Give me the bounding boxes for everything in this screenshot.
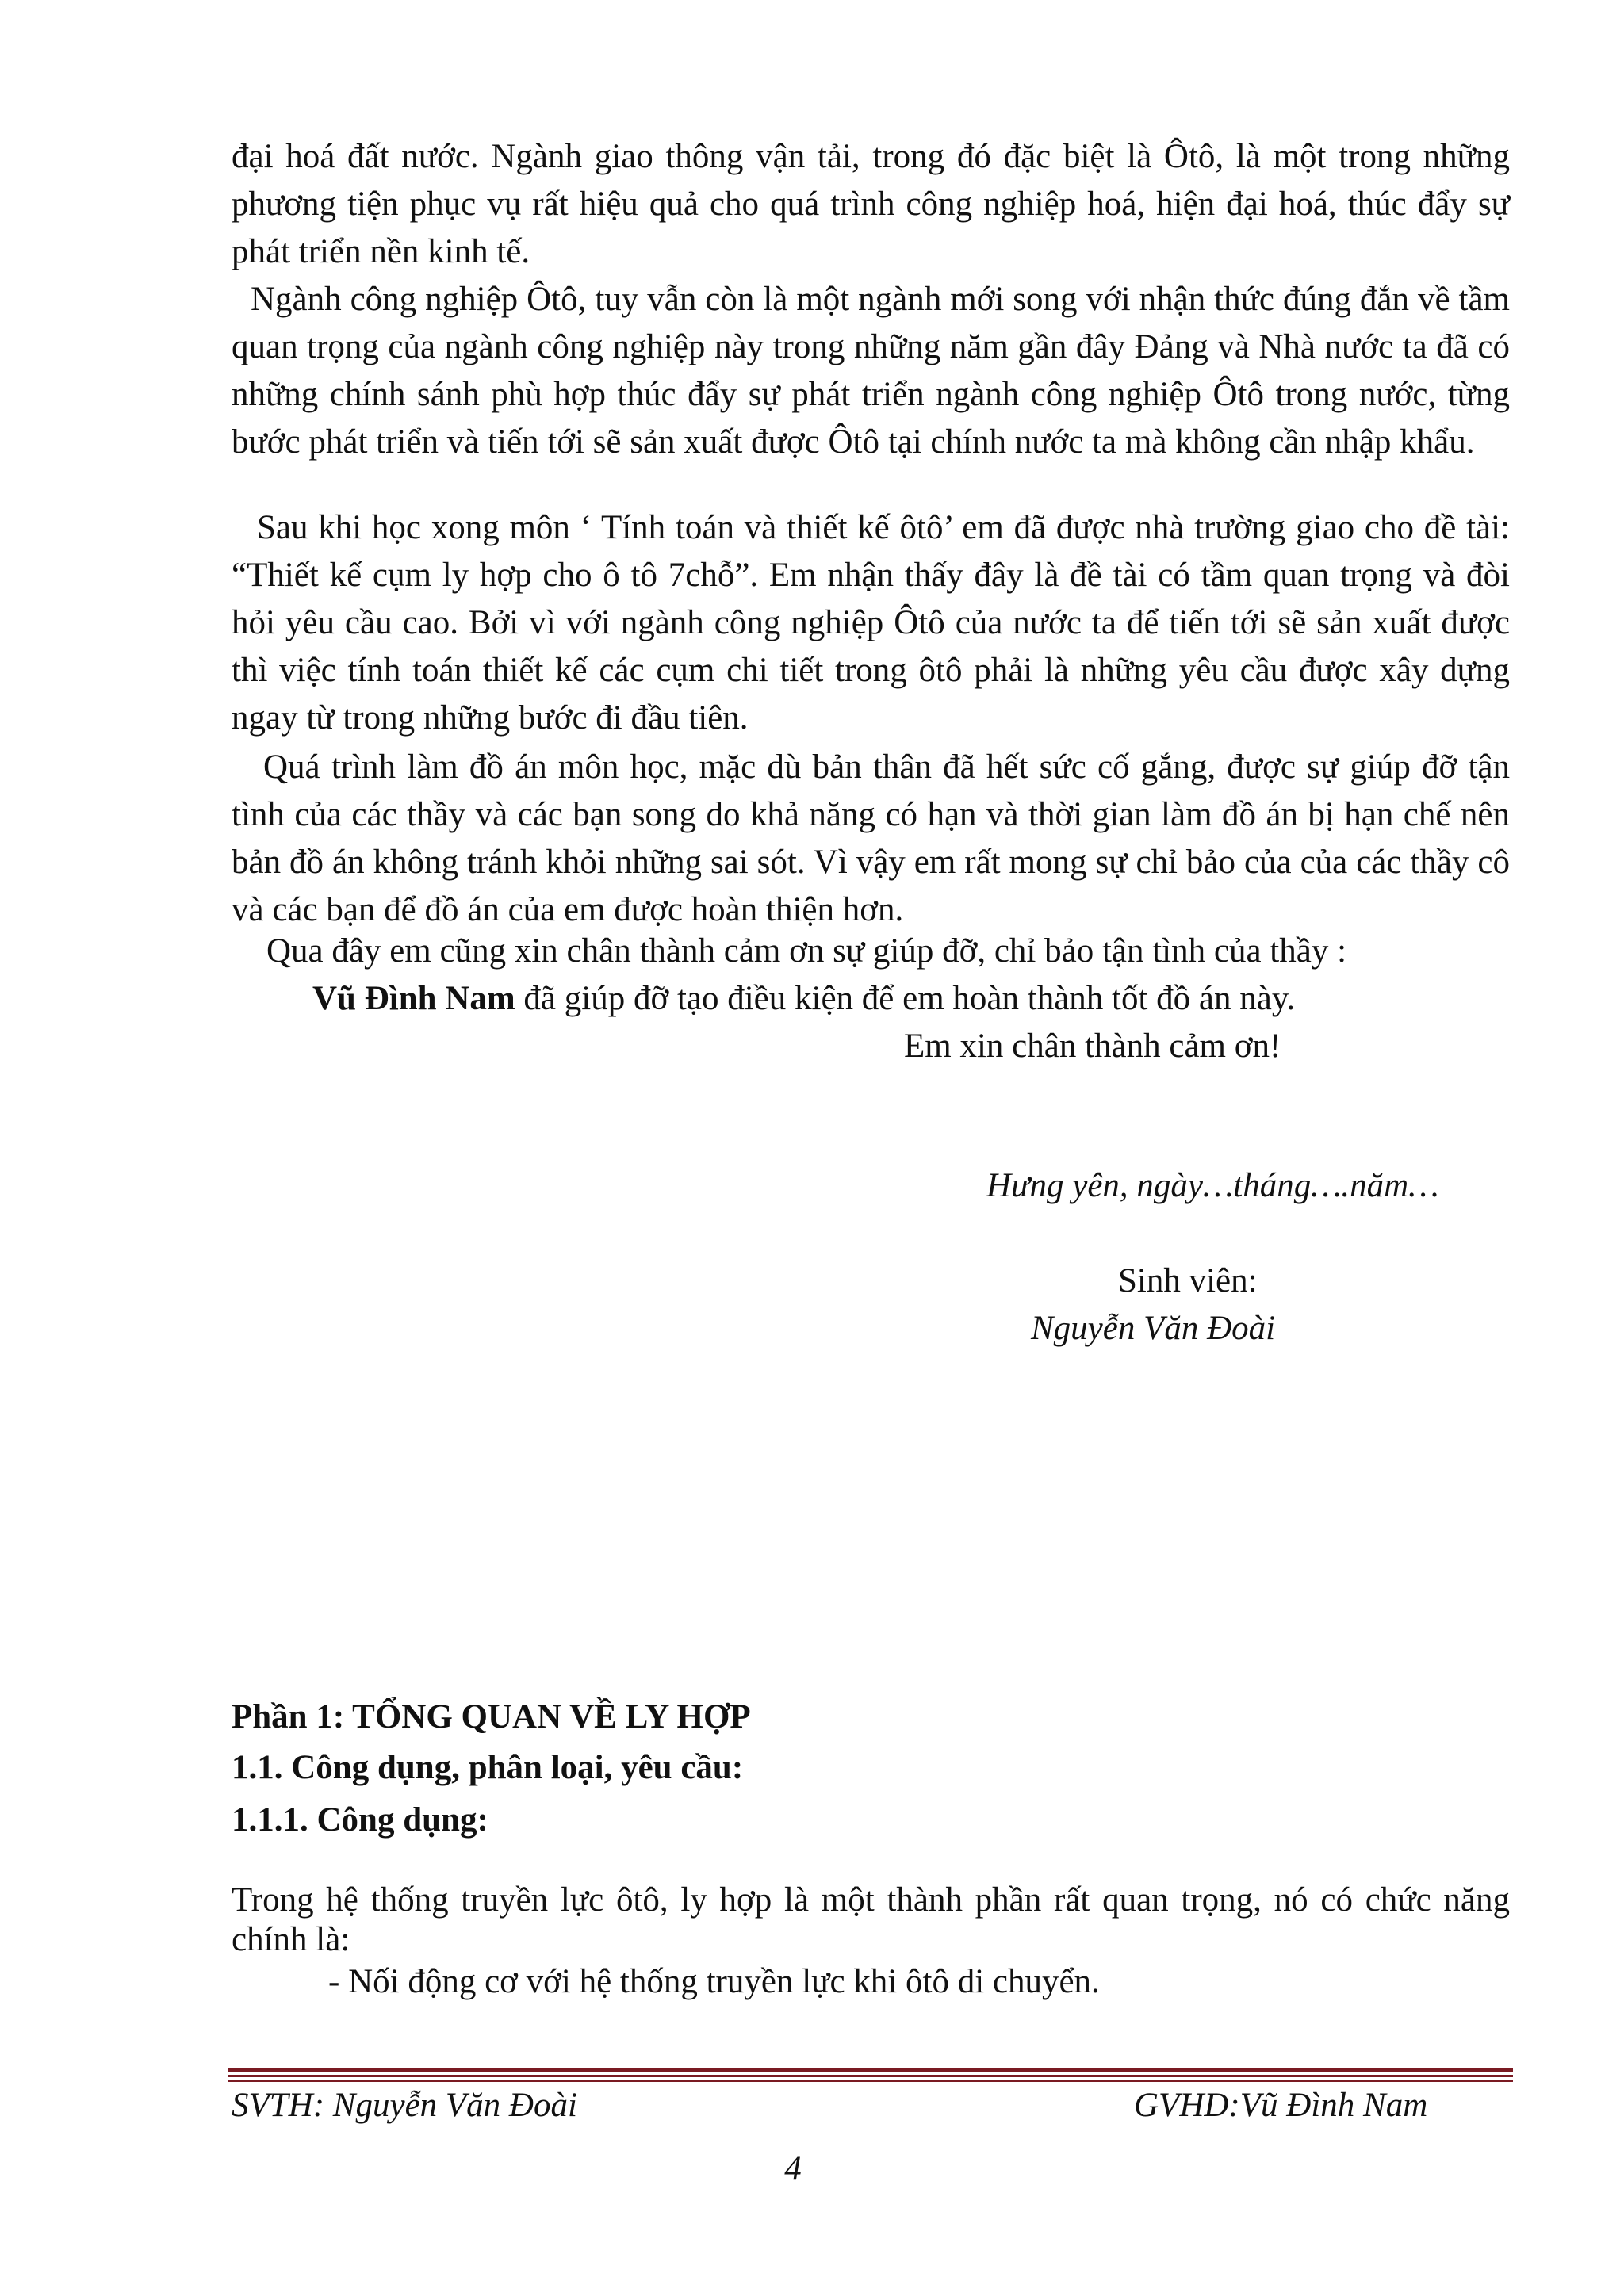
bullet-item: - Nối động cơ với hệ thống truyền lực khi ôtô di chuyển. (328, 1963, 1100, 2000)
part-heading: Phần 1: TỔNG QUAN VỀ LY HỢP (232, 1698, 751, 1735)
teacher-thanks-line (312, 975, 1295, 1023)
paragraph-1 (232, 133, 1510, 276)
teacher-thanks-text: đã giúp đỡ tạo điều kiện để em hoàn thành tốt đồ án này. (515, 980, 1296, 1017)
date-line: Hưng yên, ngày…tháng….năm… (986, 1167, 1439, 1204)
section-heading: 1.1. Công dụng, phân loại, yêu cầu: (232, 1749, 744, 1786)
intro-paragraph: Trong hệ thống truyền lực ôtô, ly hợp là một thành phần rất quan trọng, nó có chức năng chính là: (232, 1881, 1510, 1958)
footer-student: SVTH: Nguyễn Văn Đoài (232, 2087, 577, 2124)
page-number: 4 (784, 2150, 802, 2187)
student-name: Nguyễn Văn Đoài (1031, 1310, 1276, 1347)
footer-rule-thick (228, 2068, 1513, 2072)
subsection-heading: 1.1.1. Công dụng: (232, 1801, 488, 1839)
footer-rule-thin (228, 2080, 1513, 2082)
paragraph-3-text: Sau khi học xong môn ‘ Tính toán và thiết kế ôtô’ em đã được nhà trường giao cho đề tài: “Thiết kế cụm ly hợp cho ô tô 7chỗ”. Em nhận thấy đây là đề tài có tầm quan trọng và đòi hỏi yêu cầu cao. Bởi vì với ngành công nghiệp Ôtô của nước ta để tiến tới sẽ sản xuất được thì việc tính toán thiết kế các cụm chi tiết trong ôtô phải là những yêu cầu được xây dựng ngay từ trong những bước đi đầu tiên. (232, 509, 1510, 737)
footer-advisor: GVHD:Vũ Đình Nam (1134, 2087, 1428, 2124)
paragraph-2 (232, 276, 1510, 466)
footer-rule-middle (228, 2075, 1513, 2077)
paragraph-4-text: Quá trình làm đồ án môn học, mặc dù bản thân đã hết sức cố gắng, được sự giúp đỡ tận tình của các thầy và các bạn song do khả năng có hạn và thời gian làm đồ án bị hạn chế nên bản đồ án không tránh khỏi những sai sót. Vì vậy em rất mong sự chỉ bảo của của các thầy cô và các bạn để đồ án của em được hoàn thiện hơn. (232, 748, 1510, 928)
thanks-line: Qua đây em cũng xin chân thành cảm ơn sự giúp đỡ, chỉ bảo tận tình của thầy : (266, 932, 1347, 970)
closing-line: Em xin chân thành cảm ơn! (904, 1027, 1281, 1065)
teacher-name: Vũ Đình Nam (312, 980, 515, 1017)
paragraph-4 (232, 744, 1510, 934)
paragraph-1-text: đại hoá đất nước. Ngành giao thông vận tải, trong đó đặc biệt là Ôtô, là một trong những phương tiện phục vụ rất hiệu quả cho quá trình công nghiệp hoá, hiện đại hoá, thúc đẩy sự phát triển nền kinh tế. (232, 138, 1510, 270)
student-label: Sinh viên: (1118, 1262, 1258, 1299)
paragraph-3 (232, 504, 1510, 742)
paragraph-2-text: Ngành công nghiệp Ôtô, tuy vẫn còn là một ngành mới song với nhận thức đúng đắn về tầm quan trọng của ngành công nghiệp này trong những năm gần đây Đảng và Nhà nước ta đã có những chính sánh phù hợp thúc đẩy sự phát triển ngành công nghiệp Ôtô trong nước, từng bước phát triển và tiến tới sẽ sản xuất được Ôtô tại chính nước ta mà không cần nhập khẩu. (232, 281, 1510, 461)
